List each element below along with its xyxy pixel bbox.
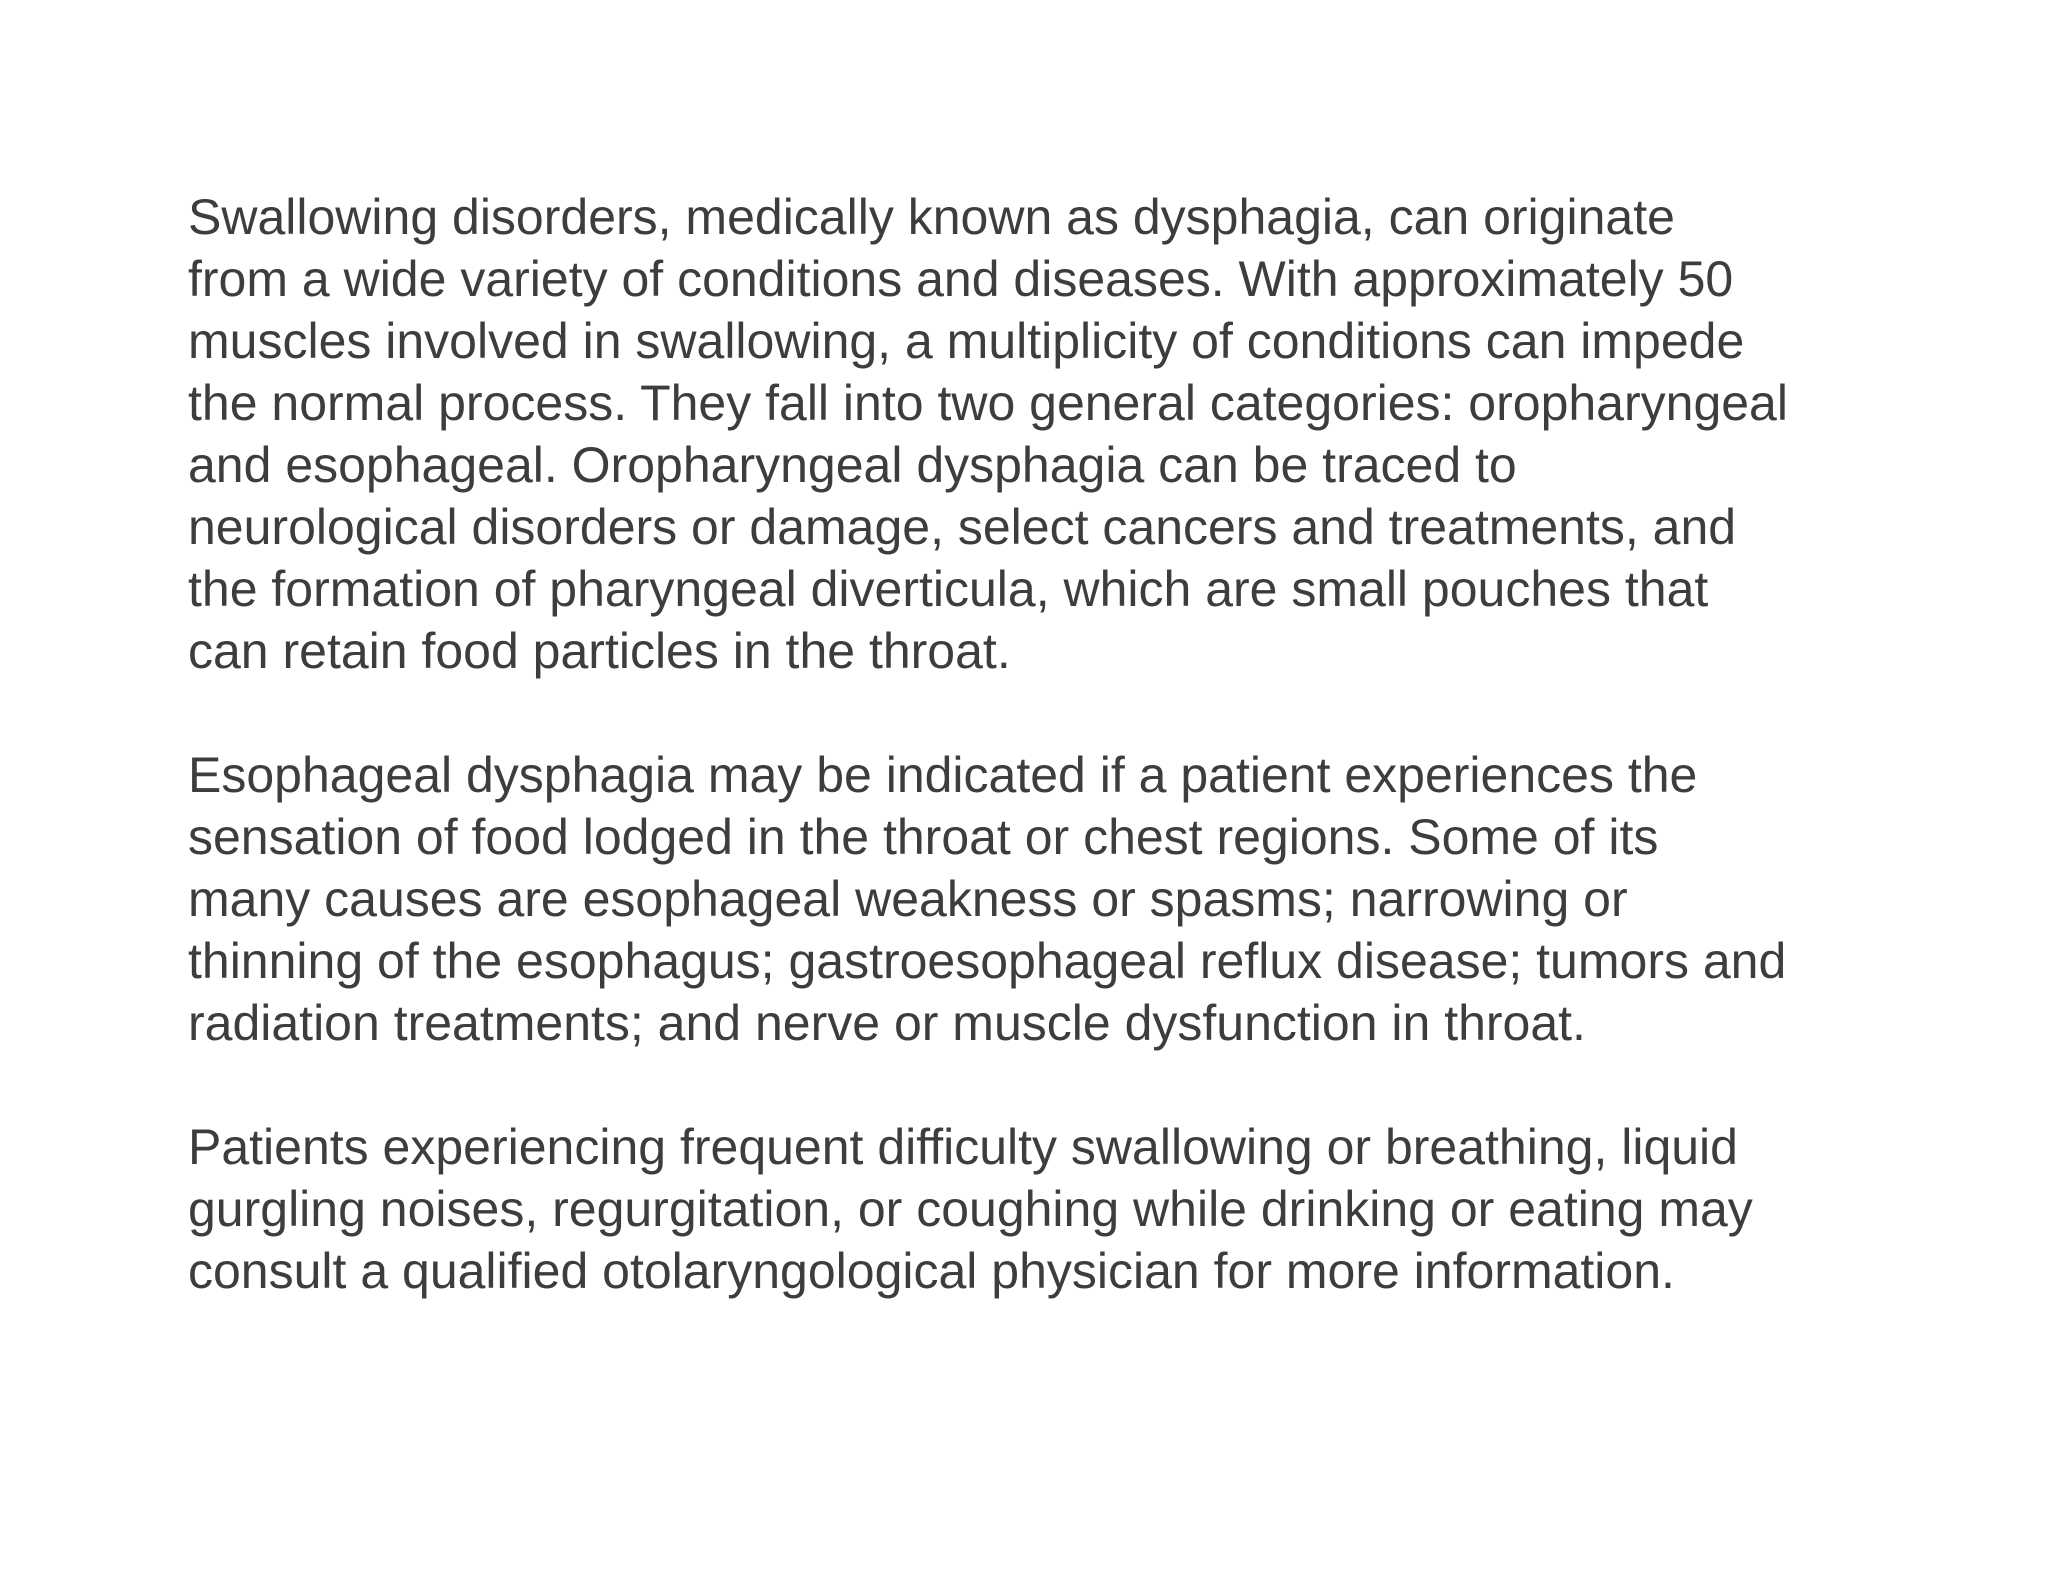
paragraph-line: from a wide variety of conditions and diseases. With approximately 50 <box>188 251 1734 307</box>
paragraph-line: gurgling noises, regurgitation, or coughing while drinking or eating may <box>188 1181 1753 1237</box>
paragraph-line: many causes are esophageal weakness or spasms; narrowing or <box>188 871 1628 927</box>
paragraph-3 <box>188 1116 1888 1302</box>
paragraph-line: the normal process. They fall into two general categories: oropharyngeal <box>188 375 1788 431</box>
paragraph-2 <box>188 744 1888 1054</box>
paragraph-line: muscles involved in swallowing, a multiplicity of conditions can impede <box>188 313 1745 369</box>
paragraph-line: radiation treatments; and nerve or muscle dysfunction in throat. <box>188 995 1586 1051</box>
paragraph-line: Patients experiencing frequent difficulty swallowing or breathing, liquid <box>188 1119 1738 1175</box>
paragraph-line: and esophageal. Oropharyngeal dysphagia can be traced to <box>188 437 1517 493</box>
document-body <box>188 186 1888 1302</box>
paragraph-line: Swallowing disorders, medically known as dysphagia, can originate <box>188 189 1675 245</box>
paragraph-line: thinning of the esophagus; gastroesophageal reflux disease; tumors and <box>188 933 1787 989</box>
paragraph-1 <box>188 186 1888 682</box>
paragraph-line: neurological disorders or damage, select cancers and treatments, and <box>188 499 1737 555</box>
paragraph-line: sensation of food lodged in the throat or chest regions. Some of its <box>188 809 1659 865</box>
paragraph-line: Esophageal dysphagia may be indicated if a patient experiences the <box>188 747 1698 803</box>
paragraph-line: the formation of pharyngeal diverticula, which are small pouches that <box>188 561 1709 617</box>
paragraph-line: can retain food particles in the throat. <box>188 623 1011 679</box>
paragraph-line: consult a qualified otolaryngological physician for more information. <box>188 1243 1675 1299</box>
